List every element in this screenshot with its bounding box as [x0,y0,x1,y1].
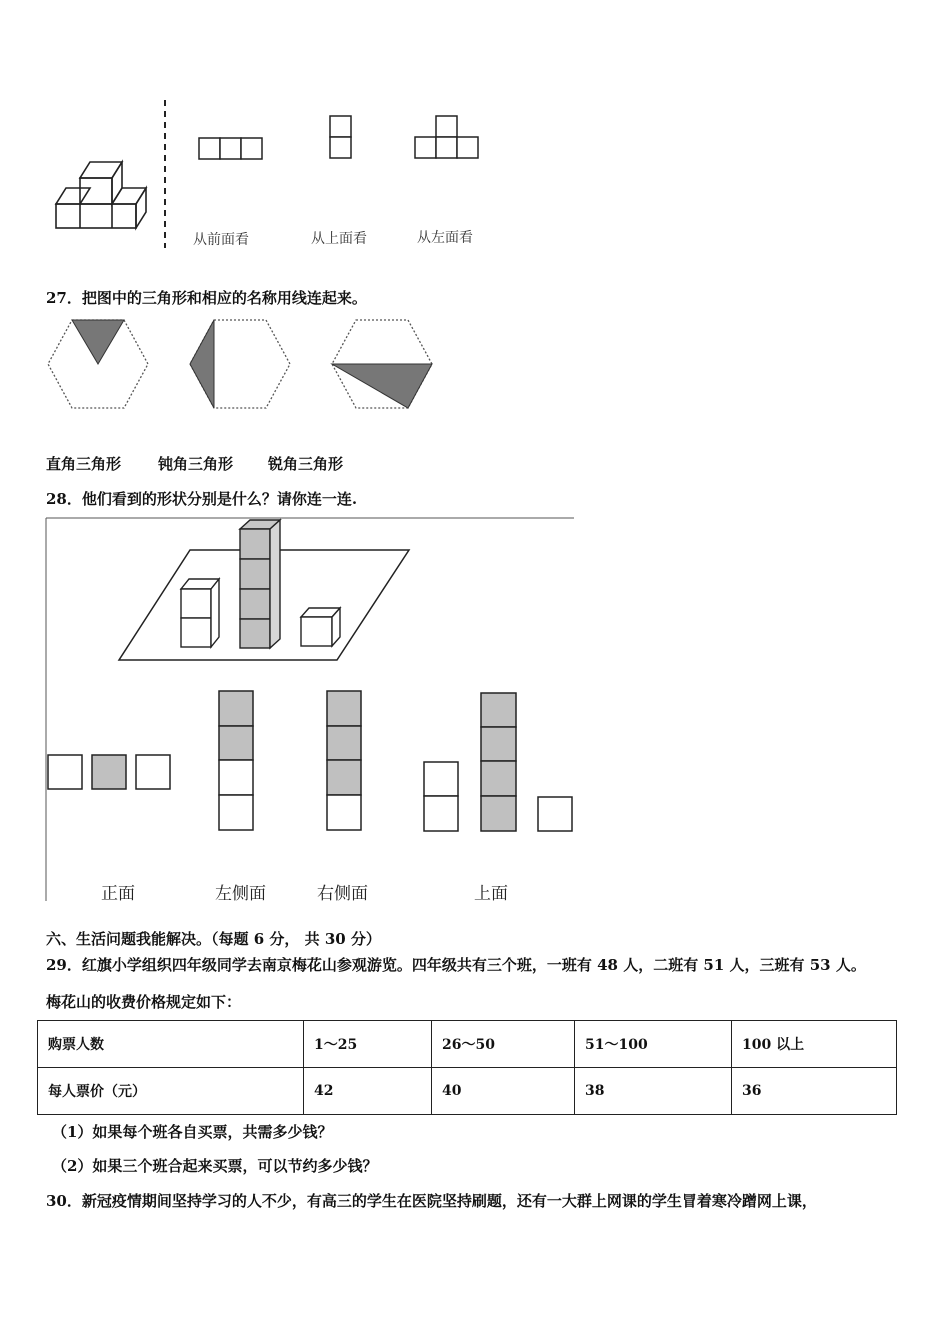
hexagon-figure-1 [46,318,150,410]
cube-stacks-scene [118,519,412,663]
view-label-right: 右侧面 [317,884,368,904]
price-table [37,1020,897,1115]
front-view-option [46,754,174,792]
cube-stack-figure [50,100,160,240]
caption-top-view: 从上面看 [311,231,367,247]
top-view-figure [329,115,355,163]
caption-front-view: 从前面看 [193,232,249,248]
dashed-divider [160,100,170,250]
table-cell: 51～100 [575,1021,732,1068]
left-side-view-option [217,690,257,832]
table-cell: 40 [432,1068,575,1115]
sub-question-1: （1）如果每个班各自买票，共需多少钱？ [52,1123,333,1141]
hexagon-figure-2 [188,318,292,410]
section-6-heading: 六、生活问题我能解决。（每题 6 分， 共 30 分） [46,930,381,948]
view-label-left: 左侧面 [215,884,266,904]
table-row [38,1068,897,1115]
table-cell: 42 [304,1068,432,1115]
caption-left-view: 从左面看 [417,230,473,246]
question-28: 28．他们看到的形状分别是什么？请你连一连. [46,490,358,508]
table-cell: 购票人数 [38,1021,304,1068]
question-29: 29．红旗小学组织四年级同学去南京梅花山参观游览。四年级共有三个班，一班有 48 人，二班有 51 人，三班有 53 人。 [46,956,866,974]
table-cell: 每人票价（元） [38,1068,304,1115]
left-view-figure [414,115,484,163]
question-27: 27．把图中的三角形和相应的名称用线连起来。 [46,289,367,307]
question-30: 30．新冠疫情期间坚持学习的人不少，有高三的学生在医院坚持刷题，还有一大群上网课的学生冒着寒冷蹭网上课， [46,1192,817,1210]
triangle-name-acute: 锐角三角形 [268,455,344,473]
view-label-top: 上面 [474,884,508,904]
triangle-name-right: 直角三角形 [46,455,122,473]
triangle-name-obtuse: 钝角三角形 [158,455,234,473]
table-cell: 100 以上 [732,1021,897,1068]
table-row [38,1021,897,1068]
hexagon-figure-3 [330,318,434,410]
price-intro: 梅花山的收费价格规定如下： [46,993,242,1011]
right-side-view-option [325,690,365,832]
top-view-option [422,692,577,834]
table-cell: 36 [732,1068,897,1115]
front-view-figure [198,137,268,163]
view-label-front: 正面 [101,884,135,904]
table-cell: 26～50 [432,1021,575,1068]
table-cell: 38 [575,1068,732,1115]
table-cell: 1～25 [304,1021,432,1068]
sub-question-2: （2）如果三个班合起来买票，可以节约多少钱？ [52,1157,378,1175]
